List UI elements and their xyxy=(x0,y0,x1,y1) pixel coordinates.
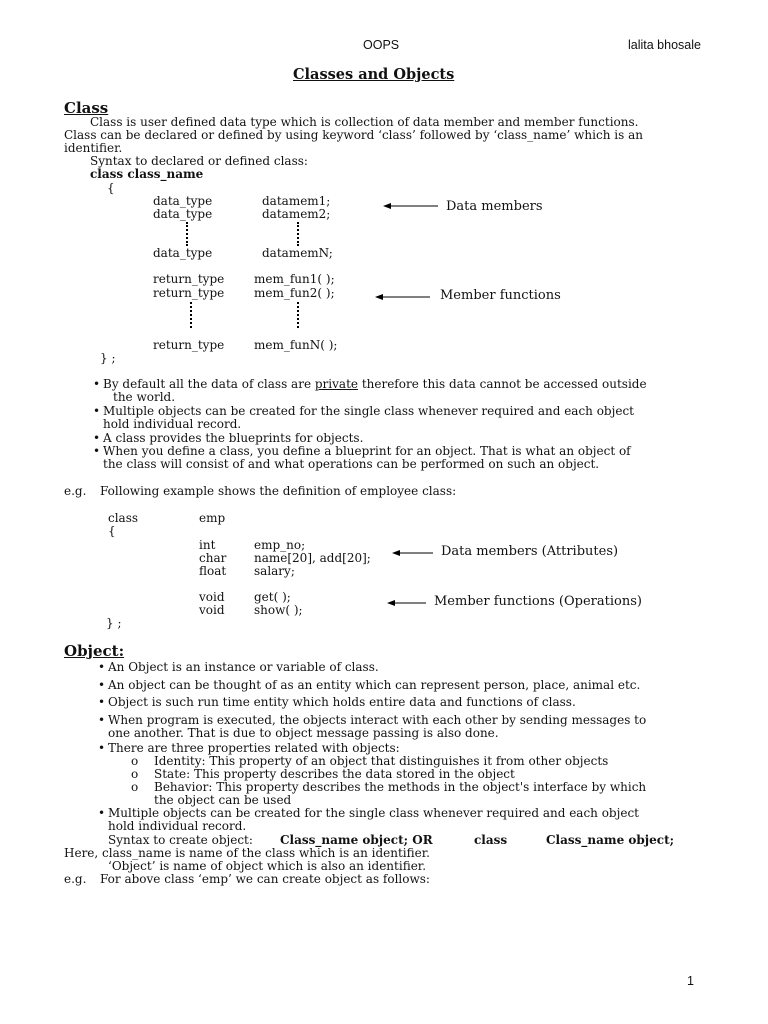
syntax-label: Syntax to declared or defined class: xyxy=(90,154,308,168)
class-bullet: • A class provides the blueprints for objects. xyxy=(103,432,363,445)
property-identity: Identity: This property of an object that distinguishes it from other objects xyxy=(154,754,609,768)
header-subject: OOPS xyxy=(363,38,400,52)
object-bullet: • There are three properties related with objects: xyxy=(108,742,400,755)
emp-open-brace: { xyxy=(108,524,116,538)
annotation-data-members: Data members xyxy=(446,199,543,214)
object-bullet: • An Object is an instance or variable of class. xyxy=(108,661,379,674)
syntax-head: class class_name xyxy=(90,167,204,181)
object-bullet-cont: one another. That is due to object message passing is also done. xyxy=(108,726,499,740)
emp-close-brace: } ; xyxy=(106,616,122,630)
object-heading: Object: xyxy=(64,642,125,660)
emp-type: float xyxy=(199,564,227,578)
object-bullet: • An object can be thought of as an entity which can represent person, place, animal etc. xyxy=(108,679,640,692)
arrow-left-icon xyxy=(387,598,427,608)
member-name: mem_fun2( ); xyxy=(254,286,335,300)
create-syntax-label: Syntax to create object: xyxy=(108,833,253,847)
member-type: data_type xyxy=(153,194,213,208)
open-brace: { xyxy=(107,181,115,195)
emp-type: void xyxy=(199,590,225,604)
object-bullet: • Multiple objects can be created for the single class whenever required and each object xyxy=(108,807,639,820)
object-eg-label: e.g. xyxy=(64,872,87,886)
class-bullet: • When you define a class, you define a blueprint for an object. That is what an object of xyxy=(103,445,631,458)
object-eg-text: For above class ‘emp’ we can create object as follows: xyxy=(100,872,430,886)
eg-text: Following example shows the definition of employee class: xyxy=(100,484,457,498)
class-bullet: • Multiple objects can be created for the single class whenever required and each object xyxy=(103,405,634,418)
class-bullet-cont: hold individual record. xyxy=(103,417,242,431)
class-bullet-cont: the class will consist of and what operations can be performed on such an object. xyxy=(103,457,600,471)
emp-type: char xyxy=(199,551,227,565)
page-number: 1 xyxy=(687,974,694,988)
ellipsis-dots xyxy=(190,302,192,328)
class-intro-line2: Class can be declared or defined by using keyword ‘class’ followed by ‘class_name’ which is an xyxy=(64,128,643,142)
ellipsis-dots xyxy=(297,302,299,328)
member-name: datamemN; xyxy=(262,246,333,260)
emp-member: show( ); xyxy=(254,603,303,617)
member-type: data_type xyxy=(153,246,213,260)
emp-member: salary; xyxy=(254,564,295,578)
here-line2: ‘Object’ is name of object which is also an identifier. xyxy=(108,859,427,873)
emp-member: name[20], add[20]; xyxy=(254,551,371,565)
ellipsis-dots xyxy=(186,222,188,246)
eg-label: e.g. xyxy=(64,484,87,498)
ellipsis-dots xyxy=(297,222,299,246)
create-syntax-class: class xyxy=(474,833,508,847)
create-syntax-a: Class_name object; OR xyxy=(280,833,433,847)
emp-type: void xyxy=(199,603,225,617)
member-name: datamem2; xyxy=(262,207,331,221)
sub-bullet-marker: o xyxy=(131,754,139,768)
emp-class-name: emp xyxy=(199,511,226,525)
property-behavior: Behavior: This property describes the methods in the object's interface by which xyxy=(154,780,647,794)
emp-type: int xyxy=(199,538,216,552)
sub-bullet-marker: o xyxy=(131,780,139,794)
arrow-left-icon xyxy=(392,548,434,558)
create-syntax-b: Class_name object; xyxy=(546,833,675,847)
class-intro-line1: Class is user defined data type which is collection of data member and member functions. xyxy=(90,115,639,129)
member-type: data_type xyxy=(153,207,213,221)
member-type: return_type xyxy=(153,272,225,286)
class-intro-line3: identifier. xyxy=(64,141,123,155)
sub-bullet-marker: o xyxy=(131,767,139,781)
annotation-emp-data-members: Data members (Attributes) xyxy=(441,544,619,559)
here-line1: Here, class_name is name of the class which is an identifier. xyxy=(64,846,430,860)
object-bullet-cont: hold individual record. xyxy=(108,819,247,833)
arrow-left-icon xyxy=(375,292,431,302)
emp-member: get( ); xyxy=(254,590,291,604)
emp-class-keyword: class xyxy=(108,511,139,525)
property-behavior-cont: the object can be used xyxy=(154,793,292,807)
emp-member: emp_no; xyxy=(254,538,306,552)
property-state: State: This property describes the data stored in the object xyxy=(154,767,515,781)
annotation-member-functions: Member functions xyxy=(440,288,561,303)
member-name: mem_fun1( ); xyxy=(254,272,335,286)
arrow-left-icon xyxy=(383,201,439,211)
member-type: return_type xyxy=(153,286,225,300)
object-bullet: • Object is such run time entity which holds entire data and functions of class. xyxy=(108,696,576,709)
member-name: datamem1; xyxy=(262,194,331,208)
class-heading: Class xyxy=(64,99,109,117)
annotation-emp-member-functions: Member functions (Operations) xyxy=(434,594,642,609)
member-type: return_type xyxy=(153,338,225,352)
header-author: lalita bhosale xyxy=(628,38,701,52)
class-bullet: • By default all the data of class are private therefore this data cannot be accessed outside xyxy=(103,378,647,391)
member-name: mem_funN( ); xyxy=(254,338,338,352)
object-bullet: • When program is executed, the objects interact with each other by sending messages to xyxy=(108,714,646,727)
class-bullet-cont: the world. xyxy=(113,390,176,404)
close-brace: } ; xyxy=(100,351,116,365)
page-title: Classes and Objects xyxy=(293,66,455,83)
